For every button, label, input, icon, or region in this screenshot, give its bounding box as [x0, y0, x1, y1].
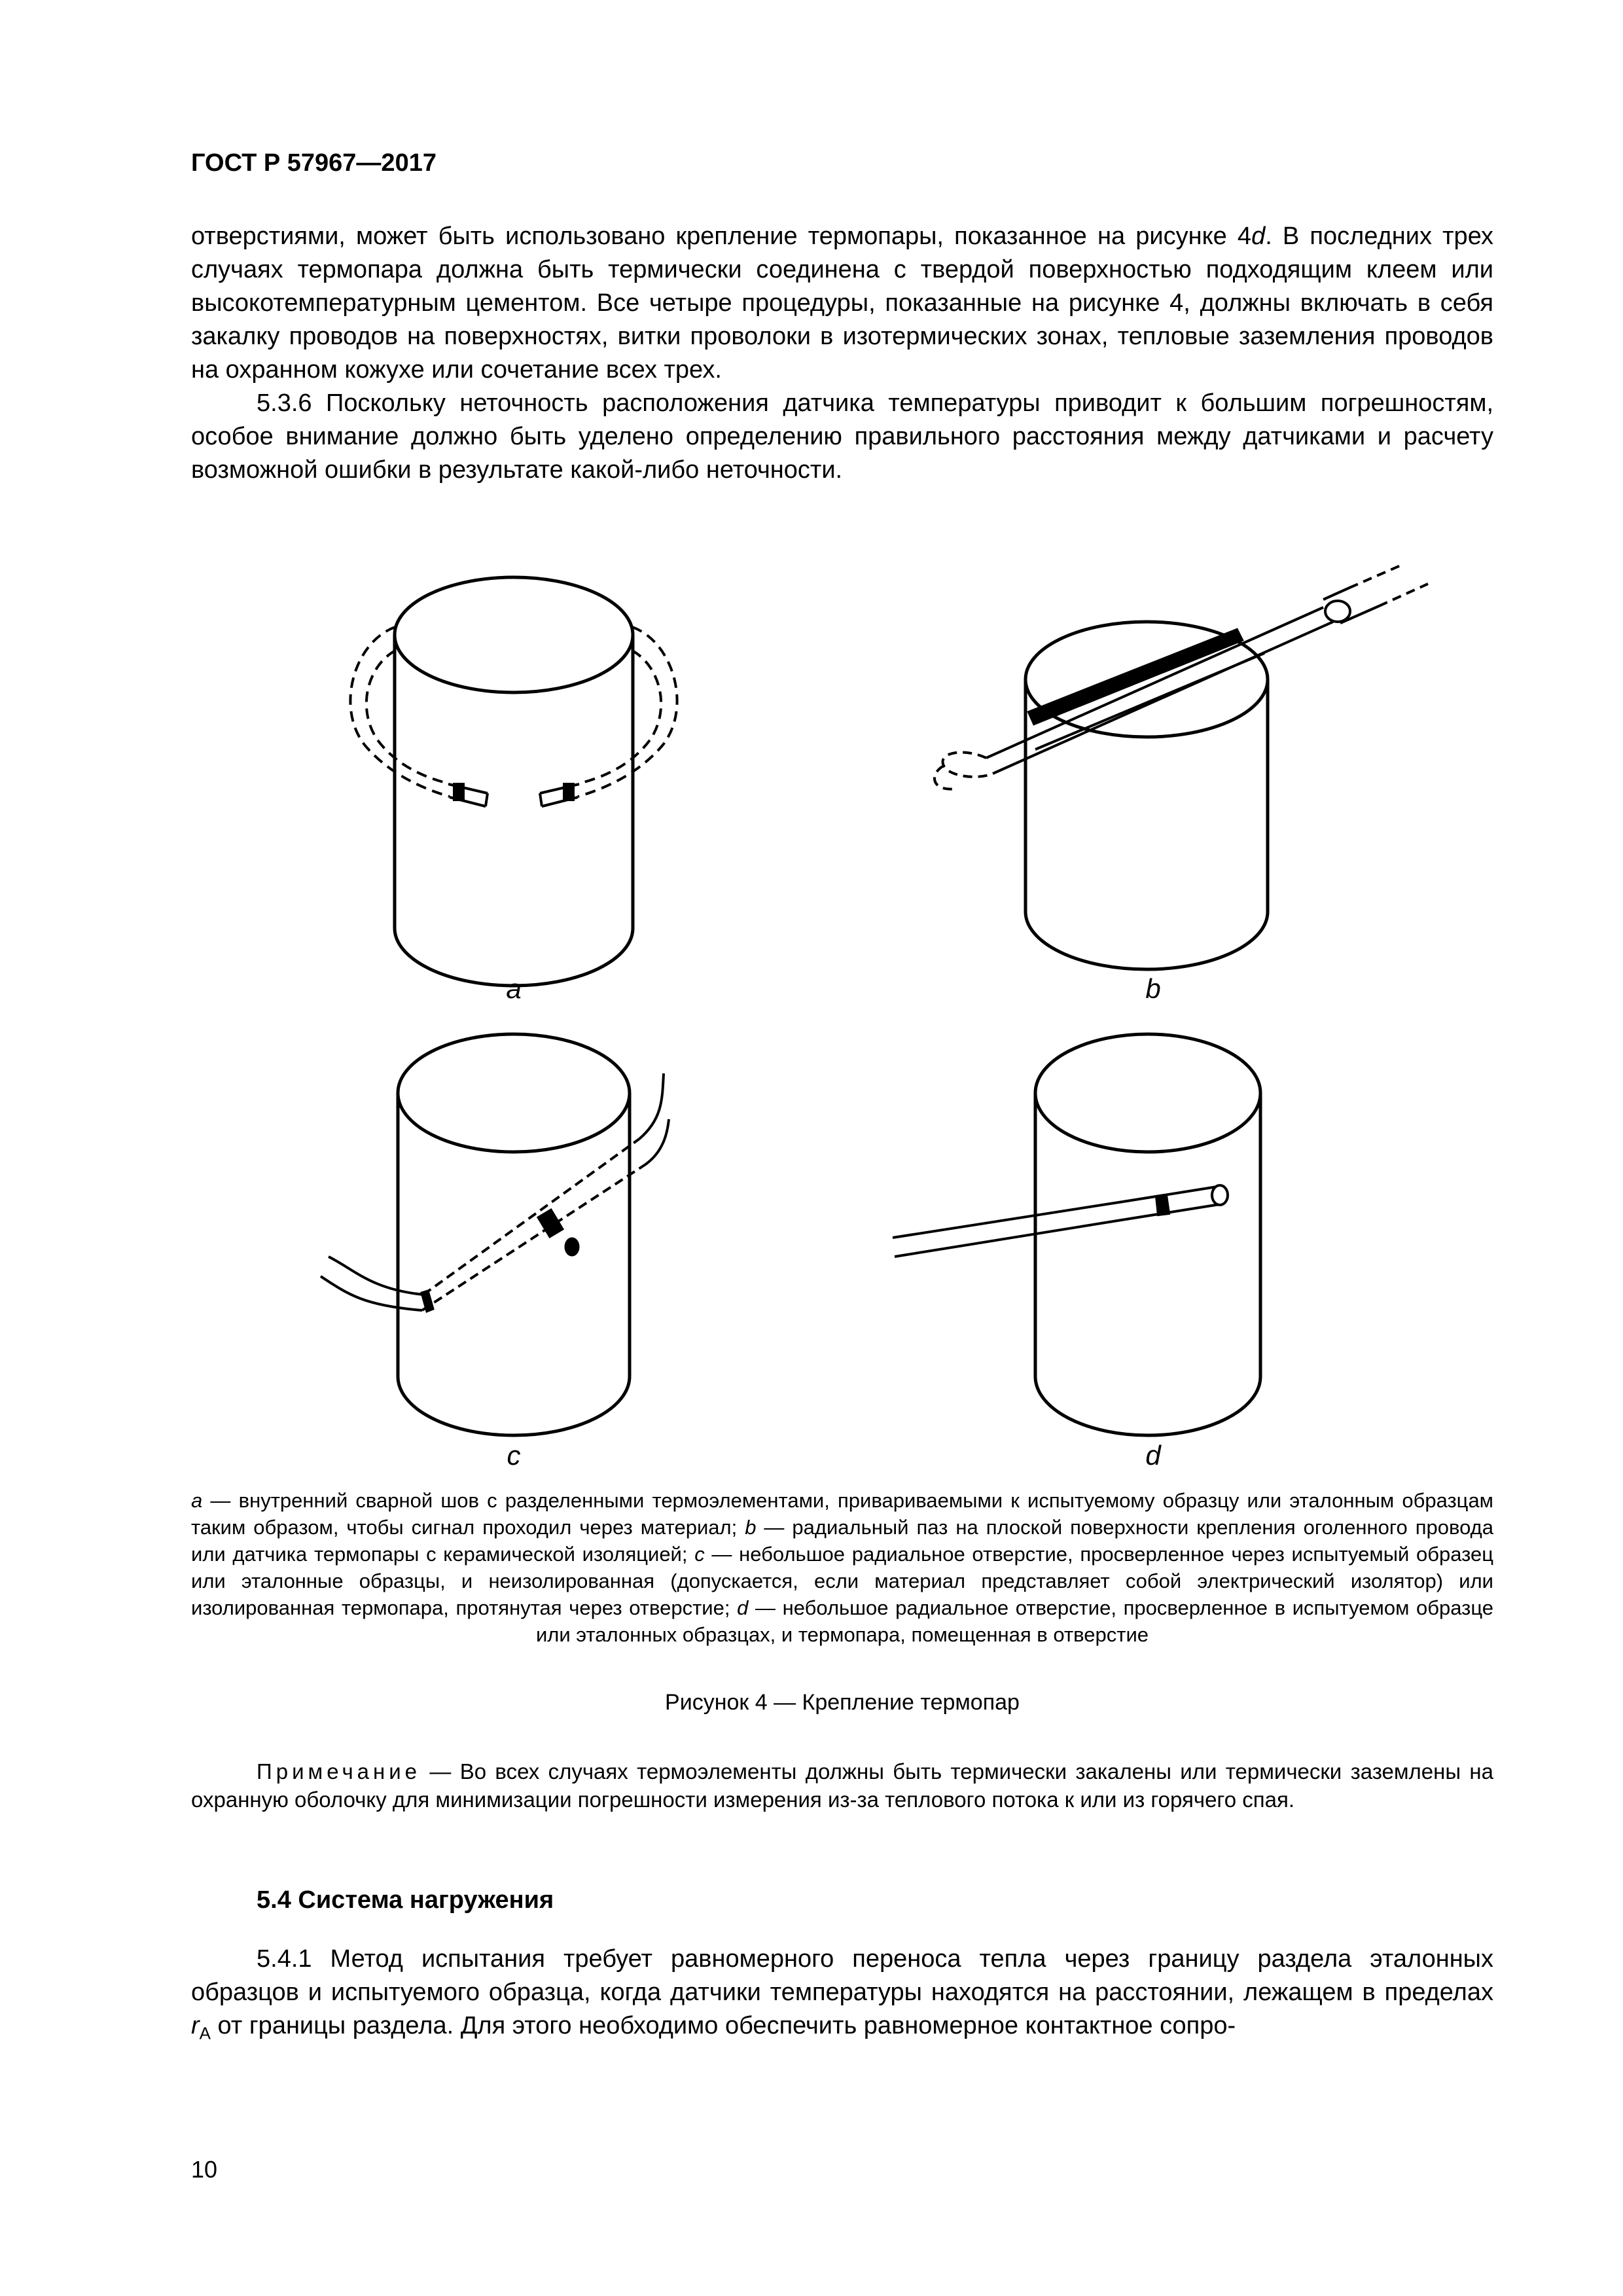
page-number: 10: [191, 2156, 218, 2183]
figure-d-cylinder: [1035, 1034, 1260, 1435]
figure-c-probe: [422, 1139, 645, 1310]
figure-label-a: a: [506, 973, 522, 1004]
figure-4: [191, 537, 1493, 1479]
figure-label-b: b: [1145, 973, 1161, 1004]
document-header: ГОСТ Р 57967—2017: [191, 149, 437, 177]
figure-a-wire-ends: [448, 784, 579, 806]
note: [191, 1757, 1493, 1814]
figure-label-d: d: [1145, 1440, 1161, 1471]
figure-c-cylinder: [398, 1034, 630, 1435]
figure-caption: a — внутренний сварной шов с разделенными термоэлементами, привариваемыми к испытуемому образцу или эталонным образцам таким образом, чтобы сигнал проходил через материал; b — радиальный паз на плоской поверхности крепления оголенного провода или датчика термопары с керамической изоляцией; c — небольшое радиальное отверстие, просверленное через испытуемый образец или эталонные образцы, и неизолированная (допускается, если материал представляет собой электрический изолятор) или изолированная термопара, протянутая через отверстие; d — небольшое радиальное отверстие, просверленное в испытуемом образце или эталонных образцах, и термопара, помещенная в отверстие: [191, 1489, 1493, 1646]
intro-text: [191, 220, 1493, 487]
paragraph-1: отверстиями, может быть использовано крепление термопары, показанное на рисунке 4d. В последних трех случаях термопара должна быть термически соединена с твердой поверхностью подходящим клеем или высокотемпературным цементом. Все четыре процедуры, показанные на рисунке 4, должны включать в себя закалку проводов на поверхностях, витки проволоки в изотермических зонах, тепловые заземления проводов на охранном кожухе или сочетание всех трех.: [191, 223, 1493, 384]
section-text: [191, 1943, 1493, 2051]
paragraph-5-3-6: 5.3.6 Поскольку неточность расположения датчика температуры приводит к большим погрешностям, особое внимание должно быть уделено определению правильного расстояния между датчиками и расчету возможной ошибки в результате какой-либо неточности.: [191, 389, 1493, 484]
figure-title: Рисунок 4 — Крепление термопар: [665, 1690, 1020, 1715]
note-text: — Во всех случаях термоэлементы должны быть термически закалены или термически заземлены на охранную оболочку для минимизации погрешности измерения из-за теплового потока к или из горячего спая.: [191, 1759, 1493, 1812]
figure-a-cylinder: [395, 577, 633, 986]
figure-d-probe: [893, 1185, 1228, 1257]
note-label: Примечание: [257, 1759, 421, 1784]
figure-label-c: c: [507, 1440, 521, 1471]
section-heading: 5.4 Система нагружения: [257, 1886, 554, 1914]
paragraph-5-4-1: 5.4.1 Метод испытания требует равномерного переноса тепла через границу раздела эталонных образцов и испытуемого образца, когда датчики температуры находятся на расстоянии, лежащем в пределах $r_A$ от границы раздела. Для этого необходимо обеспечить равномерное контактное сопро-: [191, 1945, 1493, 2043]
